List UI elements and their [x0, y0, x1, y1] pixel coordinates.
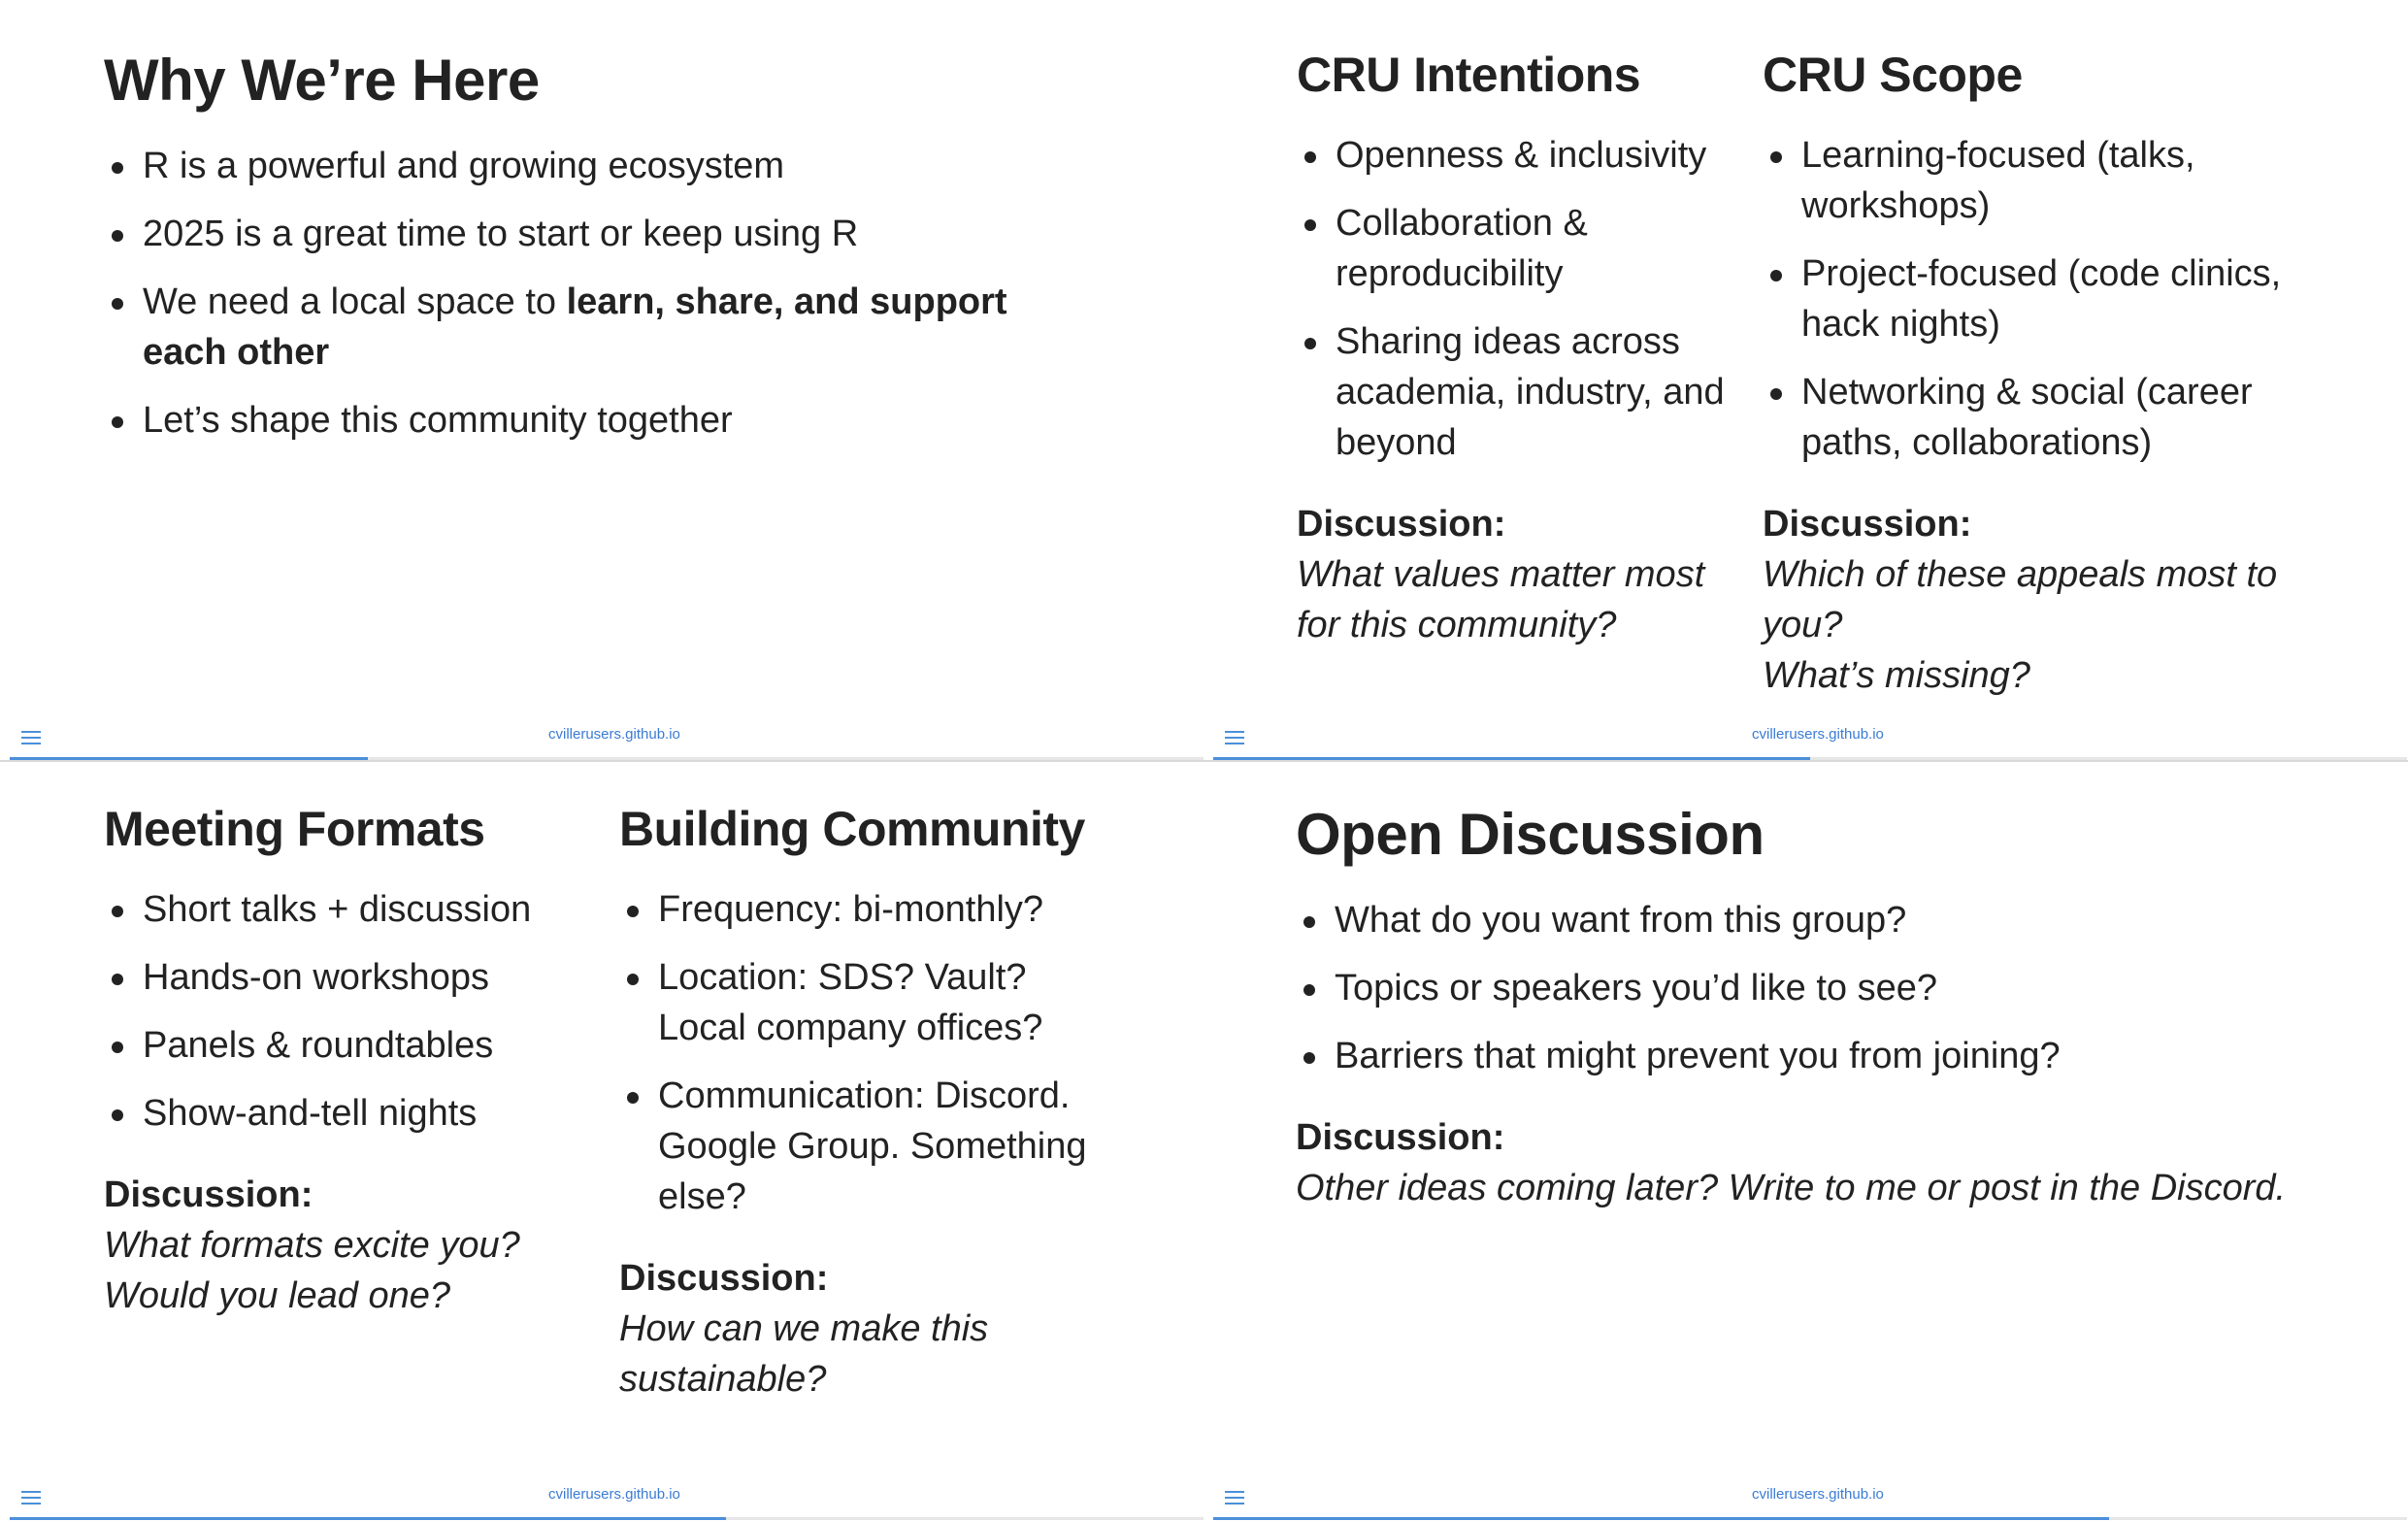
- menu-icon[interactable]: [21, 731, 41, 744]
- list-item: Collaboration & reproducibility: [1297, 198, 1753, 299]
- discussion-label: Discussion:: [619, 1258, 829, 1299]
- list-item: 2025 is a great time to start or keep using R: [104, 209, 1094, 259]
- list-item: What do you want from this group?: [1296, 895, 2383, 945]
- discussion-text: Other ideas coming later? Write to me or post in the Discord.: [1296, 1168, 2287, 1208]
- list-item-text: We need a local space to: [143, 281, 567, 322]
- list-item: Short talks + discussion: [104, 884, 570, 935]
- bullet-list: [619, 884, 1124, 1222]
- footer-link[interactable]: cvillerusers.github.io: [1752, 1486, 1884, 1503]
- discussion-text: What values matter most for this community?: [1297, 554, 1705, 645]
- progress-fill: [10, 1517, 726, 1520]
- list-item: Communication: Discord. Google Group. Something else?: [619, 1071, 1124, 1222]
- bullet-list: [104, 141, 1094, 446]
- list-item: Project-focused (code clinics, hack nights): [1763, 248, 2306, 349]
- bullet-list: [104, 884, 570, 1139]
- discussion-text: What formats excite you? Would you lead one?: [104, 1225, 520, 1316]
- column-title: CRU Scope: [1763, 48, 2023, 102]
- bullet-list: [1763, 130, 2306, 468]
- list-item: Openness & inclusivity: [1297, 130, 1753, 181]
- discussion-label: Discussion:: [104, 1174, 313, 1215]
- slide-content: [104, 47, 1094, 463]
- slide-title: Open Discussion: [1296, 802, 1765, 867]
- list-item: Topics or speakers you’d like to see?: [1296, 963, 2383, 1013]
- left-column: [1297, 47, 1753, 650]
- menu-icon[interactable]: [1225, 731, 1244, 744]
- list-item: R is a powerful and growing ecosystem: [104, 141, 1094, 191]
- column-title: Building Community: [619, 802, 1085, 856]
- list-item: Let’s shape this community together: [104, 395, 1094, 446]
- footer-link[interactable]: cvillerusers.github.io: [548, 1486, 680, 1503]
- list-item: [104, 277, 1094, 378]
- discussion-text: Which of these appeals most to you? What’s missing?: [1763, 554, 2278, 696]
- list-item: Frequency: bi-monthly?: [619, 884, 1124, 935]
- left-column: [104, 801, 570, 1321]
- slide-title: Why We’re Here: [104, 48, 540, 113]
- list-item: Panels & roundtables: [104, 1020, 570, 1071]
- bullet-list: [1296, 895, 2383, 1081]
- menu-icon[interactable]: [21, 1491, 41, 1504]
- list-item: Networking & social (career paths, collaborations): [1763, 367, 2306, 468]
- slide-open-discussion: [1204, 760, 2407, 1520]
- slide-divider: [0, 760, 2408, 762]
- slide-content: [1296, 801, 2383, 1213]
- column-title: CRU Intentions: [1297, 48, 1641, 102]
- progress-bar: [10, 1517, 1204, 1520]
- footer-link[interactable]: cvillerusers.github.io: [548, 726, 680, 743]
- menu-icon[interactable]: [1225, 1491, 1244, 1504]
- footer-link[interactable]: cvillerusers.github.io: [1752, 726, 1884, 743]
- slide-why-were-here: [0, 0, 1204, 760]
- slide-meeting-formats-community: [0, 760, 1204, 1520]
- list-item-bold-text: learn, share, and support each other: [143, 281, 1007, 373]
- discussion-text: How can we make this sustainable?: [619, 1308, 989, 1400]
- discussion-label: Discussion:: [1297, 504, 1506, 545]
- column-title: Meeting Formats: [104, 802, 485, 856]
- list-item: Barriers that might prevent you from joining?: [1296, 1031, 2383, 1081]
- right-column: [619, 801, 1124, 1405]
- list-item: Hands-on workshops: [104, 952, 570, 1003]
- progress-fill: [1213, 1517, 2109, 1520]
- list-item: Sharing ideas across academia, industry, and beyond: [1297, 316, 1753, 468]
- bullet-list: [1297, 130, 1753, 468]
- list-item: Location: SDS? Vault? Local company offices?: [619, 952, 1124, 1053]
- progress-bar: [1213, 1517, 2407, 1520]
- discussion-label: Discussion:: [1763, 504, 1972, 545]
- right-column: [1763, 47, 2306, 701]
- list-item: Show-and-tell nights: [104, 1088, 570, 1139]
- slide-cru-intentions-scope: [1204, 0, 2407, 760]
- list-item: Learning-focused (talks, workshops): [1763, 130, 2306, 231]
- discussion-label: Discussion:: [1296, 1117, 1505, 1158]
